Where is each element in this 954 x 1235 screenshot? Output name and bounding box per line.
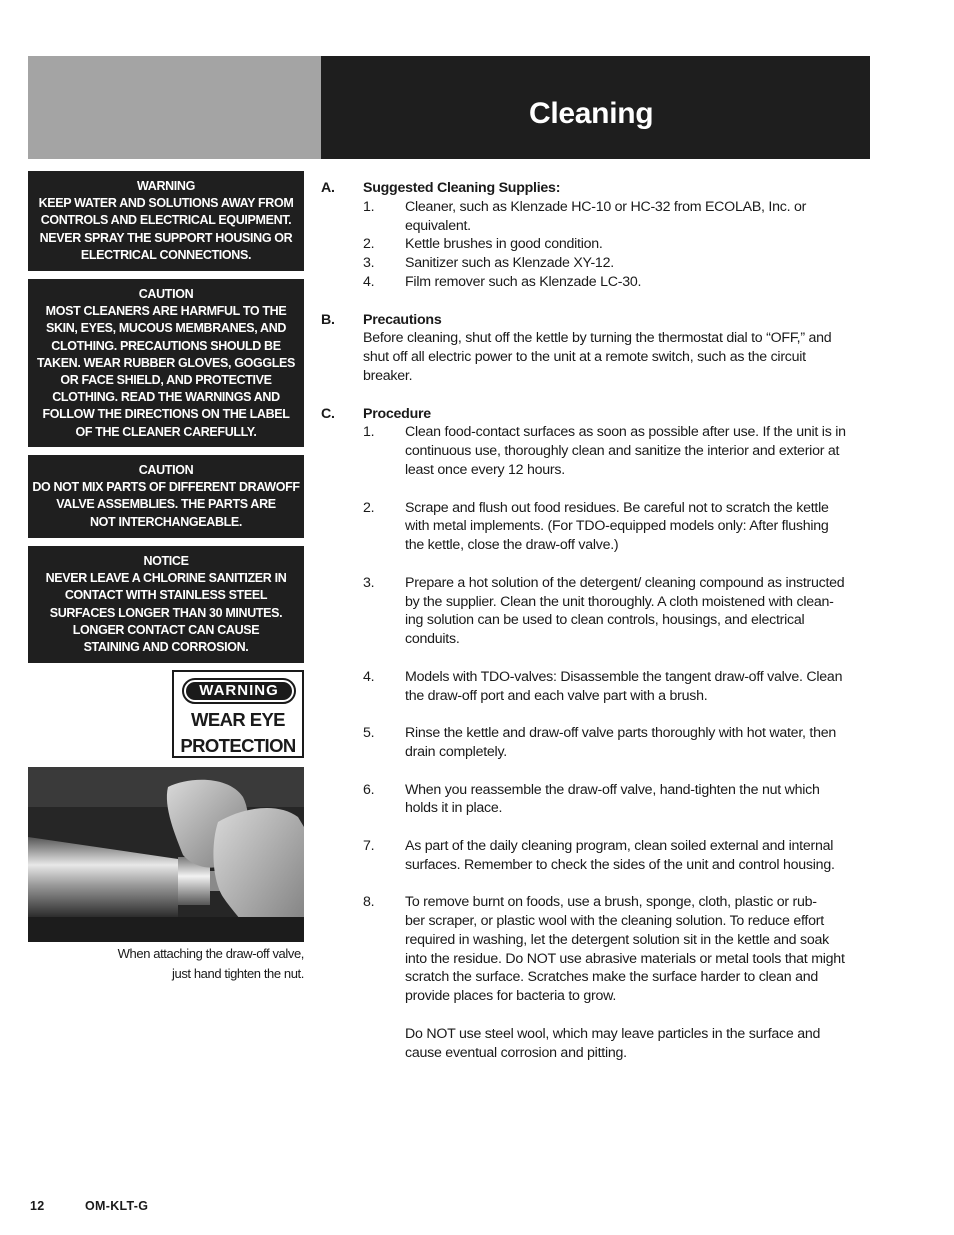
caution-line: CLOTHING. READ THE WARNINGS AND [52, 390, 280, 405]
step-line: provide places for bacteria to grow. [405, 988, 617, 1005]
step-line: Clean food-contact surfaces as soon as possible after use. If the unit is in [405, 424, 846, 441]
notice-line: NEVER LEAVE A CHLORINE SANITIZER IN [45, 571, 287, 586]
procedure-step [321, 724, 873, 762]
sign-line: PROTECTION [180, 735, 296, 756]
step-line: least once every 12 hours. [405, 461, 565, 478]
spacer [321, 705, 873, 724]
step-number: 7. [363, 837, 375, 854]
note-line: cause eventual corrosion and pitting. [405, 1044, 627, 1061]
spacer [321, 762, 873, 781]
caution-line: SKIN, EYES, MUCOUS MEMBRANES, AND [45, 321, 287, 336]
warning-line: CONTROLS AND ELECTRICAL EQUIPMENT. [40, 213, 292, 228]
step-line: the kettle, close the draw-off valve.) [405, 537, 619, 554]
spacer [321, 386, 873, 405]
wear-eye-protection-sign [172, 670, 304, 758]
warning-badge-label: WARNING [186, 682, 292, 700]
step-line: As part of the daily cleaning program, clean soiled external and internal [405, 837, 834, 854]
step-line: ing solution can be used to clean controls, housings, and electrical [405, 612, 805, 629]
section-letter: C. [321, 405, 335, 422]
item-line: Sanitizer such as Klenzade XY-12. [405, 255, 614, 272]
document-code: OM-KLT-G [85, 1199, 149, 1213]
step-number: 4. [363, 668, 375, 685]
precautions-paragraph [321, 329, 873, 385]
step-line: holds it in place. [405, 800, 503, 817]
caption-line: When attaching the draw-off valve, [117, 946, 304, 961]
step-number: 3. [363, 574, 375, 591]
item-number: 4. [363, 273, 375, 290]
spacer [321, 818, 873, 837]
caution-line: DO NOT MIX PARTS OF DIFFERENT DRAWOFF [32, 480, 300, 495]
section-a-heading [321, 179, 873, 198]
step-line: To remove burnt on foods, use a brush, sponge, cloth, plastic or rub- [405, 894, 817, 911]
caution-line: VALVE ASSEMBLIES. THE PARTS ARE [56, 497, 276, 512]
notice-line: LONGER CONTACT CAN CAUSE [72, 622, 260, 637]
step-number: 2. [363, 499, 375, 516]
header-title-panel [321, 56, 870, 159]
notice-line: CONTACT WITH STAINLESS STEEL [64, 588, 268, 603]
procedure-step [321, 423, 873, 479]
section-letter: A. [321, 180, 335, 196]
warning-badge [182, 678, 296, 704]
procedure-step [321, 837, 873, 875]
spacer [321, 555, 873, 574]
notice-label: NOTICE [143, 554, 189, 568]
page-number: 12 [30, 1199, 45, 1213]
caution-line: NOT INTERCHANGEABLE. [89, 514, 243, 529]
supplies-item [321, 198, 873, 236]
step-number: 8. [363, 894, 375, 911]
para-line: shut off all electric power to the unit at a remote switch, such as the circuit [363, 349, 806, 366]
step-line: When you reassemble the draw-off valve, hand-tighten the nut which [405, 781, 820, 798]
procedure-step [321, 574, 873, 649]
supplies-item [321, 235, 873, 254]
section-b-heading [321, 311, 873, 330]
step-line: drain completely. [405, 743, 507, 760]
cleaning-instructions [321, 179, 873, 1062]
warning-line: ELECTRICAL CONNECTIONS. [80, 247, 252, 262]
sign-text [174, 707, 302, 759]
caution-label: CAUTION [138, 463, 194, 477]
section-letter: B. [321, 311, 335, 328]
procedure-step [321, 499, 873, 555]
spacer [321, 480, 873, 499]
step-line: Models with TDO-valves: Disassemble the tangent draw-off valve. Clean [405, 668, 843, 685]
procedure-step [321, 668, 873, 706]
caution-label: CAUTION [138, 287, 194, 301]
item-number: 1. [363, 198, 375, 215]
para-line: breaker. [363, 367, 413, 384]
para-line: Before cleaning, shut off the kettle by turning the thermostat dial to “OFF,” and [363, 330, 832, 347]
item-number: 2. [363, 236, 375, 253]
step-line: the draw-off port and each valve part with a brush. [405, 687, 708, 704]
step-line: into the residue. Do NOT use abrasive materials or metal tools that might [405, 950, 845, 967]
spacer [321, 1006, 873, 1025]
step-line: by the supplier. Clean the unit thoroughly. A cloth moistened with clean- [405, 593, 834, 610]
spacer [321, 874, 873, 893]
caution-line: CLOTHING. PRECAUTIONS SHOULD BE [51, 338, 281, 353]
caution-drawoff-box [28, 455, 304, 538]
page-title: Cleaning [529, 97, 654, 130]
step-line: Rinse the kettle and draw-off valve parts thoroughly with hot water, then [405, 725, 837, 742]
caution-line: MOST CLEANERS ARE HARMFUL TO THE [45, 304, 287, 319]
warning-box [28, 171, 304, 271]
item-line: Cleaner, such as Klenzade HC-10 or HC-32 from ECOLAB, Inc. or [405, 198, 807, 215]
step-line: with metal implements. (For TDO-equipped models only: After flushing [405, 518, 829, 535]
caution-line: OR FACE SHIELD, AND PROTECTIVE [60, 373, 272, 388]
warning-line: NEVER SPRAY THE SUPPORT HOUSING OR [39, 230, 293, 245]
step-line: scratch the surface. Scratches make the surface harder to clean and [405, 969, 819, 986]
draw-off-valve-photo [28, 767, 304, 942]
step-line: required in washing, let the detergent solution sit in the kettle and soak [405, 931, 829, 948]
step-number: 5. [363, 725, 375, 742]
step-line: conduits. [405, 631, 460, 648]
item-line: Film remover such as Klenzade LC-30. [405, 273, 642, 290]
caution-line: FOLLOW THE DIRECTIONS ON THE LABEL [42, 407, 290, 422]
step-line: Scrape and flush out food residues. Be careful not to scratch the kettle [405, 499, 829, 516]
warning-label: WARNING [137, 179, 195, 193]
supplies-item [321, 273, 873, 292]
step-number: 1. [363, 424, 375, 441]
caution-cleaners-box [28, 279, 304, 447]
step-line: continuous use, thoroughly clean and sanitize the interior and exterior at [405, 443, 840, 460]
section-title: Procedure [363, 405, 431, 422]
spacer [321, 649, 873, 668]
item-line: Kettle brushes in good condition. [405, 236, 603, 253]
notice-box [28, 546, 304, 663]
procedure-step [321, 781, 873, 819]
step-line: Prepare a hot solution of the detergent/ cleaning compound as instructed [405, 574, 845, 591]
valve-photo-illustration [28, 767, 304, 942]
spacer [321, 292, 873, 311]
header-grey-panel [28, 56, 321, 159]
warning-line: KEEP WATER AND SOLUTIONS AWAY FROM [38, 196, 294, 211]
caution-line: TAKEN. WEAR RUBBER GLOVES, GOGGLES [36, 355, 296, 370]
item-line: equivalent. [405, 217, 471, 234]
step-line: surfaces. Remember to check the sides of the unit and control housing. [405, 856, 835, 873]
photo-caption [28, 944, 304, 984]
section-title: Precautions [363, 311, 442, 328]
caption-line: just hand tighten the nut. [172, 966, 304, 981]
procedure-step [321, 893, 873, 1006]
note-line: Do NOT use steel wool, which may leave particles in the surface and [405, 1025, 821, 1042]
item-number: 3. [363, 255, 375, 272]
sign-line: WEAR EYE [191, 709, 285, 730]
step-number: 6. [363, 781, 375, 798]
section-title: Suggested Cleaning Supplies: [363, 180, 561, 196]
notice-line: SURFACES LONGER THAN 30 MINUTES. [49, 605, 283, 620]
step-line: ber scraper, or plastic wool with the cleaning solution. To reduce effort [405, 913, 824, 930]
caution-line: OF THE CLEANER CAREFULLY. [75, 424, 257, 439]
notice-line: STAINING AND CORROSION. [83, 640, 249, 655]
steel-wool-note [321, 1025, 873, 1063]
section-c-heading [321, 405, 873, 424]
supplies-item [321, 254, 873, 273]
